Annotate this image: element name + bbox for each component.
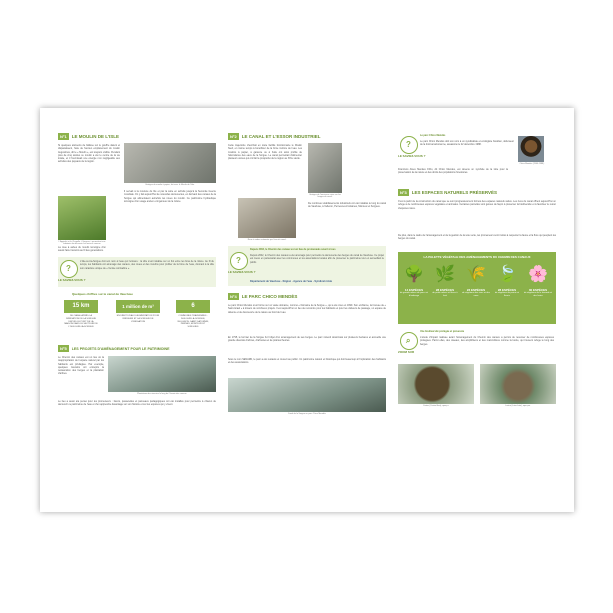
photo-factory	[308, 143, 342, 193]
section-number: N°4	[230, 294, 237, 299]
grass-icon: 🌾	[466, 266, 486, 283]
stat-canal-length	[64, 300, 98, 329]
info-text: L'Isle-sur-la-Sorgue doit son nom à l'eau qui l'entoure : la ville s'est installée sur un îlot entre les bras de la rivière. Au fil du temps, les habitants ont aménagé des canaux, des roues et des moulins pour profiter de la force de l'eau, donnant à la ville son caractère unique de « Venise comtadine ».	[80, 260, 214, 270]
palette-count: 14 ESPÈCES	[404, 288, 424, 292]
info-text: Depuis 2002, le Chemin des canaux a été aménagé pour permettre la découverte des berges du canal de Vaucluse. Ce projet est mené en partenariat avec les communes et les associations locales afin de préserver le patrimoine tout en accueillant le public.	[250, 254, 384, 264]
plant-palette-panel	[398, 252, 556, 324]
section-title: LES PROJETS D'AMÉNAGEMENT POUR LE PATRIMOINE	[71, 346, 170, 351]
stat-description: EN DÉBIT D'EAU D'ALIMENTATION POUR IRRIGUER ET LA SORGUE DE L'IRRIGATION	[116, 315, 160, 323]
photo-caption: Canal de la Sorgue au parc Chico Mendès.	[287, 413, 327, 415]
paragraph: De nombreux établissements industriels ont été installés le long du canal de Vaucluse, à Velleron, Pernes-les-Fontaines, Monteux et Sorgues.	[308, 202, 386, 209]
section-4-heading	[228, 292, 297, 301]
palette-count: 30 ESPÈCES	[528, 288, 548, 292]
paragraph: C'est à partir de la construction du canal que se sont progressivement formés des espaces naturels variés. Les rives du canal offrent aujourd'hui un refuge à de nombreuses espèces végétales et animales. Certaines parcelles sont gérées de façon à préserver la biodiversité et à favoriser le retour d'espèces rares.	[398, 200, 556, 210]
section-3-heading	[398, 188, 497, 197]
photo-caption: Plantations des riverains le long du Chemin des canaux.	[137, 393, 187, 395]
section-number: N°5	[60, 346, 67, 351]
palette-count: 28 ESPÈCES	[435, 288, 455, 292]
lightbulb-icon: ?	[400, 136, 418, 154]
section-title: LE MOULIN DE L'ISLE	[71, 134, 120, 139]
photo-caption: Roue à aubes actionnée par l'eau du canal.	[247, 239, 287, 241]
photo-mill	[124, 143, 216, 183]
column-2	[228, 132, 386, 502]
info-label: LE SAVIEZ-VOUS ?	[58, 278, 86, 282]
palette-item	[431, 264, 459, 298]
stat-water-volume	[116, 300, 160, 323]
column-1	[58, 132, 216, 502]
info-text: Le parc Chico Mendès doit son nom à un syndicaliste et écologiste brésilien, défenseur de la forêt amazonienne, assassiné le 22 décembre 1988.	[420, 140, 514, 147]
paragraph: Le Chemin des canaux est un lieu où la réappropriation de l'espace naturel par les habitants est privilégiée. Par exemple, quelques riverains ont entrepris la restauration des berges et la plantation d'arbres.	[58, 356, 104, 376]
section-number: N°1	[60, 134, 67, 139]
lavender-icon: 🌸	[528, 266, 548, 283]
tree-icon: 🌳	[404, 266, 424, 283]
photo-waterwheel	[58, 196, 106, 240]
palette-label: de végétaux de la lavande et des haies	[524, 292, 552, 297]
photo-otter	[480, 364, 556, 404]
figures-title: Quelques chiffres sur le canal de Vaucluse	[72, 292, 133, 296]
zoom-label: ZOOM SUR	[398, 350, 415, 354]
stat-value: 6	[176, 300, 210, 313]
stat-value: 15 km	[64, 300, 98, 313]
palette-item	[524, 264, 552, 298]
paragraph: En 1795, le fermier de la Sorgue fut l'objet d'un aménagement de ses berges. Le parc s'étend désormais sur plusieurs hectares et accueille une grande diversité d'arbres, d'arbustes et de prairies fleuries.	[228, 336, 386, 343]
stat-value: 1 million de m³	[116, 300, 160, 313]
photo-caption: Vestiges de l'ancienne usine sur les berges du canal.	[309, 194, 341, 198]
palette-count: 28 ESPÈCES	[497, 288, 517, 292]
document-page	[40, 108, 574, 512]
stat-description: DE CANAL APRÈS LA DÉRIVATION DE LA SORGUE DEPUIS LE PONT DE LA MAISON DANS LE SECTEUR DE L'ISLE-SUR-LA-SORGUE	[64, 315, 98, 329]
palette-label: de végétaux des rives et des eaux	[462, 292, 490, 297]
palette-item	[400, 264, 428, 298]
paragraph: Si quelques éléments de bâtisse sur le gouffre datent et disparaissent, l'aire de l'ancien emplacement du moulin Augustinus, dit le « Moulin », est toujours visible. Pendant près de cinq siècles ce moulin a été le centre de la vie locale, et il fournissait une énergie non négligeable aux activités des paysans de la région.	[58, 144, 120, 164]
section-title: LE PARC CHICO MENDÈS	[241, 294, 298, 299]
section-5-heading	[58, 344, 169, 353]
paragraph: Le lieu a aussi été pensé pour les promeneurs : bancs, passerelles et panneaux pédagogiques ont été installés pour permettre à chacun de découvrir ce patrimoine de l'eau et d'en apprendre davantage sur son histoire et sur les espèces qui y vivent.	[58, 400, 216, 407]
lightbulb-icon: ?	[230, 252, 248, 270]
info-label: LE SAVIEZ-VOUS ?	[228, 270, 256, 274]
paragraph: Cette trajectoire cherchait en toute facilité fonctionnaire le Moulin Neuf, en même temps à bénéficier de la force motrice de l'eau. Les moulins à papier, à garance ou à huile ont ainsi profité de l'abondance des eaux de la Sorgue. Le canal permettait d'alimenter plusieurs usines qui ont fait la prospérité de la région au XIXe siècle.	[228, 144, 302, 161]
lightbulb-icon: ?	[60, 260, 78, 278]
palette-item	[462, 264, 490, 298]
photo-caption: Castor (Castor fiber), aperçu.	[423, 405, 449, 407]
stat-communes	[176, 300, 210, 329]
photo-canal-path	[108, 356, 216, 392]
photo-caption: Vestiges du moulin à papier, fait avec le Moulin de l'Isle.	[145, 184, 195, 186]
leaf-icon: 🍃	[497, 266, 517, 283]
palette-item	[493, 264, 521, 298]
paragraph: Le parc Chico Mendès s'est formé sur un vaste domaine, nommé « Domaine de la Sorgue », qui a été créé en 1999. Son emblème, la trouvée de « Saint-Israël » à travers de nombreux projets. Il est aujourd'hui un lieu de rencontre pour les habitants et pour les visiteurs de passage, un espace de détente et de découverte de la nature au bord de l'eau.	[228, 304, 386, 314]
column-3	[398, 132, 556, 502]
stat-description: COMMUNES TRAVERSÉES : ISLE-SUR-LA-SORGUE, VELLERON, SAINT-SATURNIN, PERNES, MONTEUX ET SORGUES	[177, 315, 209, 329]
photo-wheel	[238, 198, 296, 238]
palette-title: LA PALETTE VÉGÉTALE DES AMÉNAGEMENTS DU CHEMIN DES CANAUX	[423, 255, 531, 259]
partner-logos: Département de Vaucluse · Région · Agence de l'eau · Syndicat mixte	[250, 280, 333, 283]
paragraph: Sous le nom SENARD, le parc a été restauré et rouvert au public. Un patrimoine naturel et historique qui doit beaucoup à l'implication des habitants et des associations.	[228, 358, 386, 365]
palette-label: de végétaux de prairie et fleuris	[494, 292, 520, 297]
shrub-icon: 🌿	[435, 266, 455, 283]
photo-beaver	[398, 364, 474, 404]
section-1-heading	[58, 132, 119, 141]
portrait-chico-mendes	[518, 136, 544, 162]
photo-caption: Loutre (Lutra lutra), aperçue.	[505, 405, 531, 407]
section-2-heading	[228, 132, 320, 141]
info-title: Le parc Chico Mendès	[420, 134, 446, 137]
zoom-title: Une biodiversité protégée et préservée	[420, 330, 465, 333]
paragraph: Francisco Alves Mendes Filho, dit Chico Mendes, est devenu un symbole de la lutte pour la préservation de la nature et des droits des populations forestières.	[398, 168, 508, 175]
magnifier-icon: ⌕	[400, 332, 418, 350]
paragraph: De plus, dans le cadre de l'aménagement et de la gestion de la voie verte, les promeneurs sont invités à respecter la faune et la flore qui peuplent les berges du canal.	[398, 234, 556, 241]
photo-park	[228, 378, 386, 412]
section-title: LES ESPACES NATURELS PRÉSERVÉS	[411, 190, 497, 195]
palette-label: de grands arbres de parcs et d'ombrage	[400, 292, 428, 297]
photo-caption: L'Appiolet et la Chapelle « Sorgues » permettent aux habitants de découvrir les anciens canaux.	[58, 241, 106, 245]
info-label: LE SAVIEZ-VOUS ?	[398, 154, 426, 158]
section-number: N°2	[230, 134, 237, 139]
info-title: Depuis 2002, le Chemin des canaux est un lieu de promenade ouvert à tous	[250, 248, 336, 251]
section-title: LE CANAL ET L'ESSOR INDUSTRIEL	[241, 134, 321, 139]
paragraph: Il servait à la mouture du blé et par la suite en activité jusqu'à la Seconde Guerre mondiale. On y fait aujourd'hui de nouvelles découvertes, en dérivant des canaux de la Sorgue qui alimentaient autrefois les roues du moulin. Ce patrimoine hydraulique témoigne d'un usage ancien et ingénieux de la rivière.	[124, 190, 216, 203]
paragraph: L'étude d'impact réalisée avant l'aménagement du Chemin des canaux a permis de recenser de nombreuses espèces protégées. Parmi elles, des oiseaux, des amphibiens et des mammifères comme la loutre, qui trouvent refuge le long des berges.	[420, 336, 554, 346]
palette-label: de petits arbres et fleurs à fruit	[432, 292, 458, 297]
photo-caption: Chico Mendes (1944-1988).	[519, 163, 545, 165]
palette-count: 23 ESPÈCES	[466, 288, 486, 292]
section-number: N°3	[400, 190, 407, 195]
paragraph: La roue à aubes du moulin témoigne d'un savoir-faire transmis au fil des générations.	[58, 246, 106, 253]
